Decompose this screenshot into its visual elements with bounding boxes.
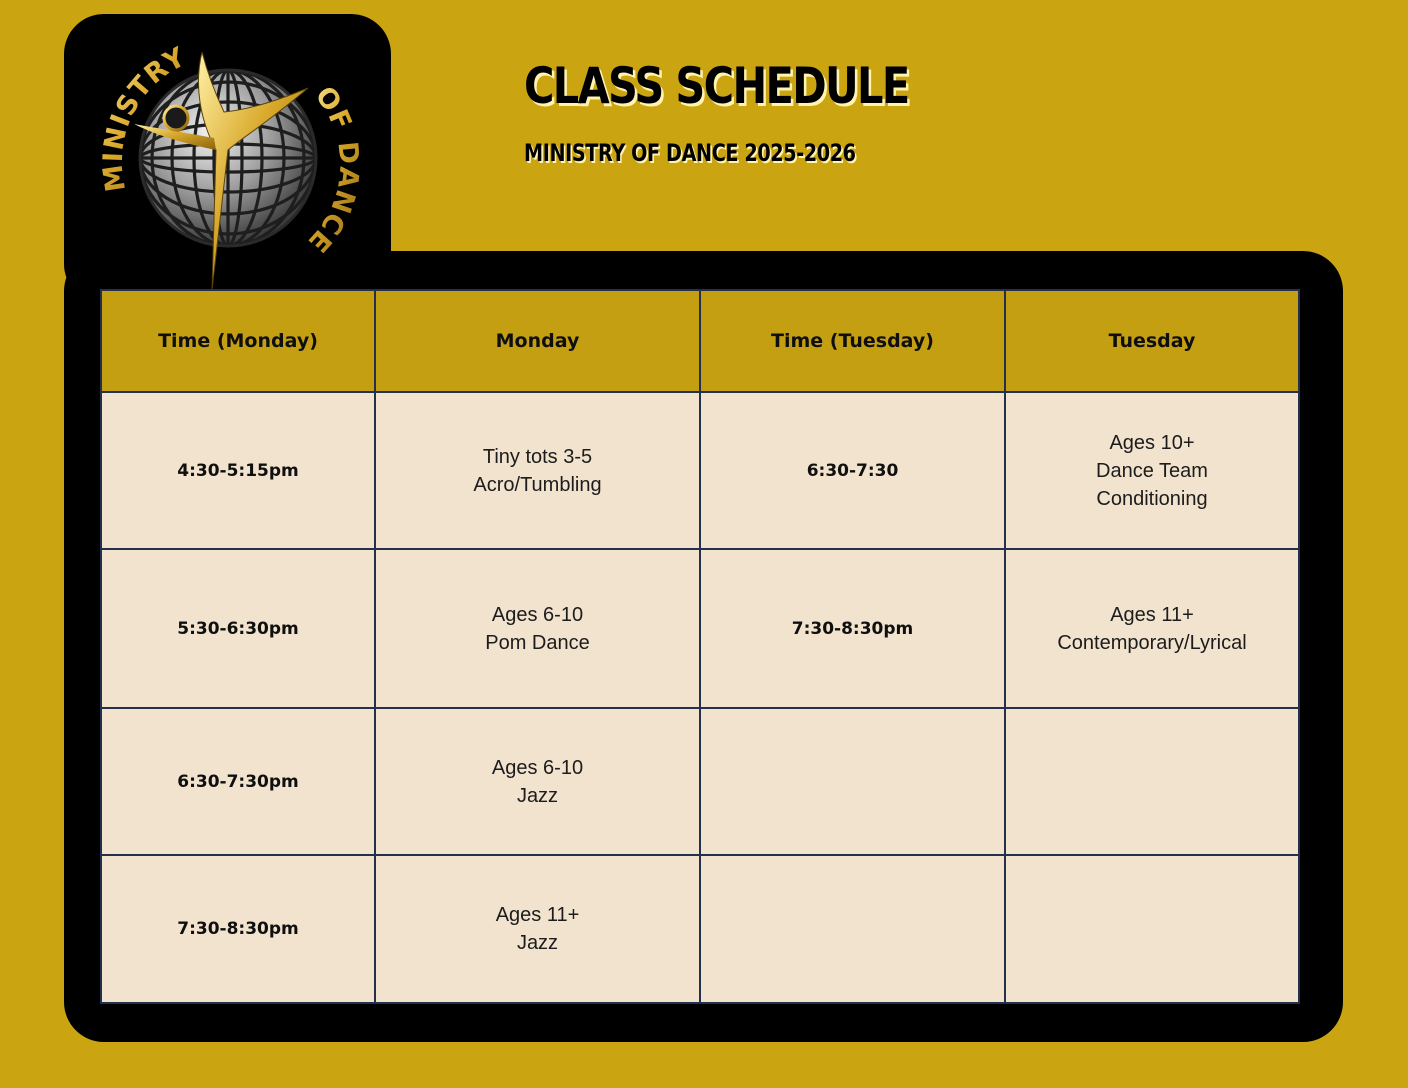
class-line: Contemporary/Lyrical [1057, 631, 1247, 654]
tuesday-time-cell: 7:30-8:30pm [700, 549, 1005, 708]
class-line: Jazz [516, 932, 559, 954]
table-row [101, 549, 1299, 708]
column-header-time-tuesday: Time (Tuesday) [700, 290, 1005, 392]
monday-class-cell [375, 855, 700, 1003]
column-header-monday: Monday [375, 290, 700, 392]
class-line: Ages 11+ [495, 904, 580, 926]
ministry-of-dance-logo [96, 40, 366, 294]
class-line: Ages 10+ [1109, 431, 1195, 454]
class-line: Ages 11+ [1110, 603, 1194, 626]
class-line: Jazz [516, 784, 559, 807]
page-title: CLASS SCHEDULE [524, 57, 909, 115]
class-schedule-table [100, 289, 1300, 1004]
class-line: Conditioning [1096, 487, 1208, 510]
monday-class-cell [375, 392, 700, 549]
class-line: Dance Team [1096, 459, 1208, 482]
monday-time-cell: 6:30-7:30pm [101, 708, 375, 855]
table-row [101, 855, 1299, 1003]
class-line: Acro/Tumbling [473, 473, 602, 496]
monday-class-cell [375, 708, 700, 855]
class-line: Pom Dance [485, 631, 590, 654]
tuesday-time-cell [700, 708, 1005, 855]
tuesday-class-cell [1005, 549, 1299, 708]
monday-time-cell: 4:30-5:15pm [101, 392, 375, 549]
monday-time-cell: 5:30-6:30pm [101, 549, 375, 708]
tuesday-time-cell: 6:30-7:30 [700, 392, 1005, 549]
table-header-row [101, 290, 1299, 392]
tuesday-class-cell [1005, 708, 1299, 855]
column-header-tuesday: Tuesday [1005, 290, 1299, 392]
page-subtitle: MINISTRY OF DANCE 2025-2026 [524, 139, 856, 167]
tuesday-class-cell [1005, 855, 1299, 1003]
logo-text-of-dance: OF DANCE [301, 80, 365, 259]
monday-class-cell [375, 549, 700, 708]
tuesday-class-cell [1005, 392, 1299, 549]
monday-time-cell: 7:30-8:30pm [101, 855, 375, 1003]
class-line: Ages 6-10 [491, 756, 584, 779]
tuesday-time-cell [700, 855, 1005, 1003]
logo-text-ministry: MINISTRY [97, 41, 192, 194]
column-header-time-monday: Time (Monday) [101, 290, 375, 392]
table-row [101, 392, 1299, 549]
class-line: Ages 6-10 [491, 603, 584, 626]
table-row [101, 708, 1299, 855]
class-line: Tiny tots 3-5 [482, 445, 593, 468]
